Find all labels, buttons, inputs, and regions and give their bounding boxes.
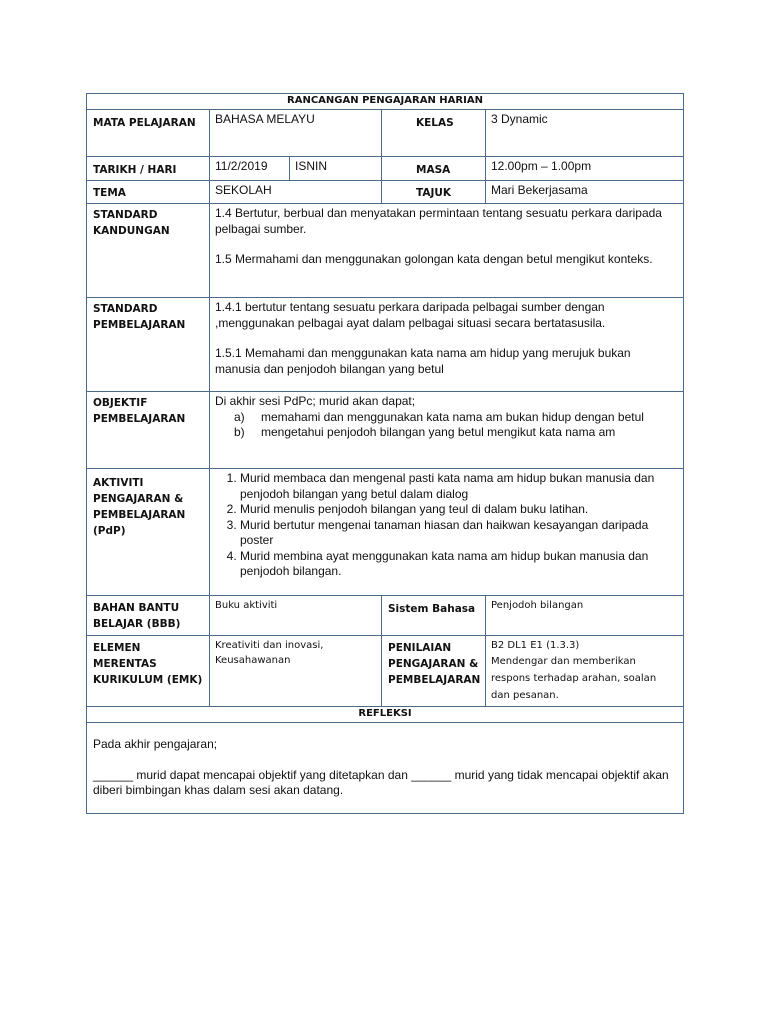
list-marker: a)	[234, 409, 245, 424]
activities-cell	[210, 469, 684, 596]
content-standard-label: STANDARD KANDUNGAN	[87, 204, 210, 298]
objectives-cell	[210, 392, 684, 469]
subject-label: MATA PELAJARAN	[87, 110, 210, 157]
activities-label: AKTIVITI PENGAJARAN & PEMBELAJARAN (PdP)	[87, 469, 210, 596]
learning-standard-item: 1.4.1 bertutur tentang sesuatu perkara daripada pelbagai sumber dengan ,menggunakan pelbagai ayat dalam pelbagai situasi secara bertatasusila.	[215, 300, 606, 330]
list-item: 2. Murid menulis penjodoh bilangan yang teul di dalam buku latihan.	[240, 502, 678, 518]
reflection-cell	[87, 723, 684, 814]
assessment-desc: Mendengar dan memberikan respons terhadap arahan, soalan dan pesanan.	[491, 656, 657, 701]
theme-label: TEMA	[87, 181, 210, 204]
emk-value: Kreativiti dan inovasi, Keusahawanan	[210, 636, 382, 707]
list-item: 3. Murid bertutur mengenai tanaman hiasan dan haikwan kesayangan daripada poster	[240, 518, 678, 549]
list-item: 1. Murid membaca dan mengenal pasti kata nama am hidup bukan manusia dan penjodoh bilangan yang betul dalam dialog	[240, 471, 678, 502]
content-standard-item: 1.4 Bertutur, berbual dan menyatakan permintaan tentang sesuatu perkara daripada pelbagai sumber.	[215, 206, 662, 236]
learning-standard-item: 1.5.1 Memahami dan menggunakan kata nama am hidup yang merujuk bukan manusia dan penjodoh bilangan yang betul	[215, 346, 631, 376]
time-value: 12.00pm – 1.00pm	[486, 157, 684, 181]
topic-value: Mari Bekerjasama	[486, 181, 684, 204]
list-item: b) mengetahui penjodoh bilangan yang betul mengikut kata nama am	[234, 425, 616, 439]
reflection-line2: ______ murid dapat mencapai objektif yang ditetapkan dan ______ murid yang tidak mencapai objektif akan diberi bimbingan khas dalam sesi akan datang.	[93, 767, 669, 797]
theme-value: SEKOLAH	[210, 181, 382, 204]
date-label: TARIKH / HARI	[87, 157, 210, 181]
list-marker: b)	[234, 425, 245, 439]
language-system-label: Sistem Bahasa	[382, 596, 486, 636]
objectives-intro: Di akhir sesi PdPc; murid akan dapat;	[215, 394, 416, 408]
content-standard-cell	[210, 204, 684, 298]
assessment-label: PENILAIAN PENGAJARAN & PEMBELAJARAN	[382, 636, 486, 707]
class-label: KELAS	[382, 110, 486, 157]
time-label: MASA	[382, 157, 486, 181]
date-value: 11/2/2019	[210, 157, 290, 181]
emk-label: ELEMEN MERENTAS KURIKULUM (EMK)	[87, 636, 210, 707]
subject-value: BAHASA MELAYU	[210, 110, 382, 157]
class-value: 3 Dynamic	[486, 110, 684, 157]
language-system-value: Penjodoh bilangan	[486, 596, 684, 636]
form-title: RANCANGAN PENGAJARAN HARIAN	[87, 94, 684, 110]
reflection-title: REFLEKSI	[87, 707, 684, 723]
list-item: 4. Murid membina ayat menggunakan kata nama am hidup bukan manusia dan penjodoh bilangan.	[240, 549, 678, 580]
assessment-cell	[486, 636, 684, 707]
content-standard-item: 1.5 Mermahami dan menggunakan golongan kata dengan betul mengikut konteks.	[215, 252, 653, 266]
bbb-value: Buku aktiviti	[210, 596, 382, 636]
learning-standard-cell	[210, 298, 684, 392]
objectives-label: OBJEKTIF PEMBELAJARAN	[87, 392, 210, 469]
list-item: a) memahami dan menggunakan kata nama am bukan hidup dengan betul	[234, 409, 644, 424]
day-value: ISNIN	[290, 157, 382, 181]
topic-label: TAJUK	[382, 181, 486, 204]
lesson-plan-table	[86, 93, 684, 814]
bbb-label: BAHAN BANTU BELAJAR (BBB)	[87, 596, 210, 636]
learning-standard-label: STANDARD PEMBELAJARAN	[87, 298, 210, 392]
reflection-line1: Pada akhir pengajaran;	[93, 737, 218, 751]
assessment-code: B2 DL1 E1 (1.3.3)	[491, 640, 580, 651]
activities-list	[215, 471, 678, 580]
objectives-list	[215, 410, 678, 441]
